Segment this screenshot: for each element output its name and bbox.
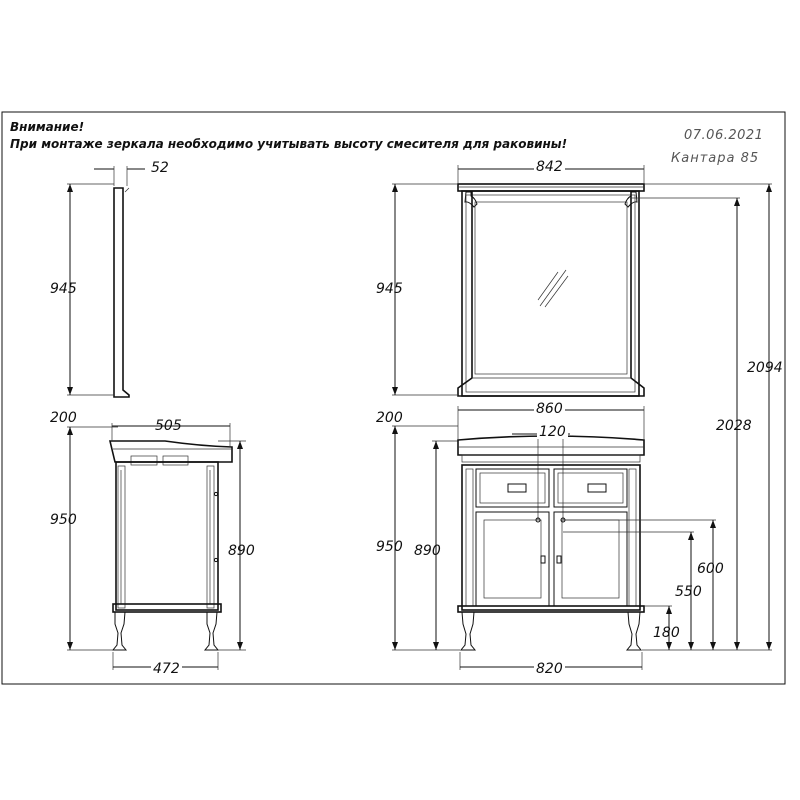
door-left (476, 512, 549, 606)
mirror-side-profile (114, 188, 129, 397)
front-view (392, 165, 772, 670)
cabinet-side-body (116, 462, 218, 610)
door-left-handle (541, 556, 545, 563)
dim-height-890-side: 890 (228, 543, 255, 559)
dim-gap-side: 200 (50, 410, 77, 426)
dim-leg-180: 180 (653, 625, 680, 641)
dim-base-width: 820 (536, 661, 563, 677)
dim-mirror-depth: 52 (151, 160, 169, 176)
dim-height-950-side: 950 (50, 512, 77, 528)
mirror-top-cornice (458, 184, 644, 191)
dim-pipe-550: 550 (675, 584, 702, 600)
leg-side-left (113, 612, 126, 650)
dim-mirror-height-front: 945 (376, 281, 403, 297)
dim-height-950-front: 950 (376, 539, 403, 555)
dim-mirror-width: 842 (536, 159, 563, 175)
mirror-frame (462, 191, 639, 396)
leg-front-left (461, 612, 475, 650)
attention-note: Внимание! (10, 120, 85, 134)
dim-sink-depth: 505 (155, 418, 182, 434)
drawer-right-handle (588, 484, 606, 492)
sink-side-profile (110, 441, 232, 462)
model-name: Кантара 85 (671, 151, 760, 166)
mirror-glass (475, 202, 627, 374)
mirror-mounting-warning: При монтаже зеркала необходимо учитывать высоту смесителя для раковины! (10, 137, 568, 151)
dim-faucet-spacing: 120 (539, 424, 566, 440)
dim-height-890-front: 890 (414, 543, 441, 559)
drawing-date: 07.06.2021 (684, 128, 764, 143)
dim-sink-width: 860 (536, 401, 563, 417)
door-right-handle (557, 556, 561, 563)
dim-mirror-top-from-floor: 2028 (716, 418, 752, 434)
dim-gap-front: 200 (376, 410, 403, 426)
door-right (554, 512, 627, 606)
leg-front-right (627, 612, 641, 650)
dim-pipe-600: 600 (697, 561, 724, 577)
cabinet-front-body (462, 465, 640, 610)
dim-base-depth: 472 (153, 661, 180, 677)
dim-mirror-height-side: 945 (50, 281, 77, 297)
dim-total-height: 2094 (747, 360, 783, 376)
leg-side-right (205, 612, 218, 650)
drawer-right (554, 469, 627, 507)
drawer-left-handle (508, 484, 526, 492)
